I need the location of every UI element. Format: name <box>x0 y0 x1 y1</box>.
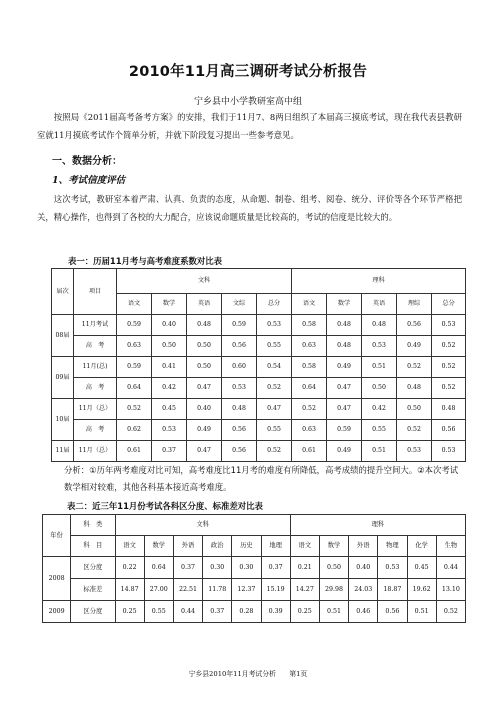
value-cell: 15.19 <box>261 579 290 601</box>
value-cell: 0.55 <box>144 601 173 623</box>
row-item: 区分度 <box>71 557 115 579</box>
header-subject: 文综 <box>222 294 257 315</box>
value-cell: 0.55 <box>362 420 397 441</box>
header-subject: 数学 <box>319 536 348 557</box>
value-cell: 19.62 <box>407 579 436 601</box>
value-cell: 0.25 <box>290 601 319 623</box>
discrimination-table <box>42 514 466 623</box>
header-subject: 总分 <box>257 294 292 315</box>
value-cell: 0.49 <box>397 336 432 357</box>
header-subject: 英语 <box>362 294 397 315</box>
row-item: 11月(总) <box>74 357 117 378</box>
header-subject: 物理 <box>378 536 407 557</box>
subsection-heading-reliability: 1、考试信度评估 <box>52 175 126 186</box>
value-cell: 0.53 <box>432 441 466 462</box>
value-cell: 0.53 <box>362 336 397 357</box>
header-wenke: 文科 <box>117 269 292 294</box>
value-cell: 0.56 <box>222 441 257 462</box>
header-subject: 外语 <box>173 536 202 557</box>
value-cell: 0.64 <box>117 378 152 399</box>
value-cell: 0.64 <box>292 378 327 399</box>
intro-paragraph: 按照局《2011届高考备考方案》的安排，我们于11月7、8两日组织了本届高三摸底考试，现在我代表县教研室就11月摸底考试作个简单分析，并就下阶段复习提出一些参考意见。 <box>37 112 462 140</box>
value-cell: 0.46 <box>349 601 378 623</box>
value-cell: 0.53 <box>397 441 432 462</box>
table-row <box>52 357 466 378</box>
value-cell: 0.50 <box>152 336 187 357</box>
value-cell: 0.53 <box>152 420 187 441</box>
value-cell: 0.30 <box>203 557 232 579</box>
session-label: 10届 <box>52 399 74 441</box>
value-cell: 0.50 <box>397 399 432 420</box>
header-subject: 生物 <box>436 536 465 557</box>
value-cell: 0.45 <box>407 557 436 579</box>
value-cell: 14.27 <box>290 579 319 601</box>
value-cell: 11.78 <box>203 579 232 601</box>
table-row <box>52 336 466 357</box>
row-item: 高 考 <box>74 378 117 399</box>
row-item: 11月（总） <box>74 441 117 462</box>
page-footer: 宁乡县2010年11月考试分析 第1页 <box>188 670 308 678</box>
value-cell: 0.64 <box>144 557 173 579</box>
session-label: 09届 <box>52 357 74 399</box>
difficulty-table <box>51 268 466 462</box>
value-cell: 0.40 <box>349 557 378 579</box>
value-cell: 14.87 <box>115 579 144 601</box>
value-cell: 0.58 <box>292 315 327 336</box>
table2-caption: 表二：近三年11月份考试各科区分度、标准差对比表 <box>67 501 263 511</box>
row-item: 区分度 <box>71 601 115 623</box>
value-cell: 18.87 <box>378 579 407 601</box>
value-cell: 0.61 <box>292 441 327 462</box>
value-cell: 0.56 <box>222 420 257 441</box>
value-cell: 0.51 <box>362 357 397 378</box>
value-cell: 0.52 <box>397 357 432 378</box>
value-cell: 0.21 <box>290 557 319 579</box>
value-cell: 0.41 <box>152 357 187 378</box>
value-cell: 0.40 <box>187 399 222 420</box>
header-subject: 数学 <box>152 294 187 315</box>
value-cell: 0.53 <box>222 378 257 399</box>
value-cell: 0.48 <box>327 315 362 336</box>
row-item: 高 考 <box>74 420 117 441</box>
value-cell: 0.47 <box>327 378 362 399</box>
value-cell: 0.56 <box>378 601 407 623</box>
value-cell: 0.52 <box>117 399 152 420</box>
value-cell: 0.52 <box>432 336 466 357</box>
value-cell: 0.55 <box>257 420 292 441</box>
value-cell: 0.56 <box>222 336 257 357</box>
header-subject: 语文 <box>115 536 144 557</box>
value-cell: 0.49 <box>327 441 362 462</box>
value-cell: 0.47 <box>257 399 292 420</box>
table-row <box>52 399 466 420</box>
value-cell: 0.37 <box>261 557 290 579</box>
value-cell: 0.59 <box>222 315 257 336</box>
value-cell: 0.37 <box>203 601 232 623</box>
header-category: 科 类 <box>71 515 115 536</box>
value-cell: 0.25 <box>115 601 144 623</box>
value-cell: 0.50 <box>187 357 222 378</box>
value-cell: 0.37 <box>152 441 187 462</box>
value-cell: 0.47 <box>327 399 362 420</box>
value-cell: 0.63 <box>292 420 327 441</box>
value-cell: 0.62 <box>117 420 152 441</box>
value-cell: 24.03 <box>349 579 378 601</box>
value-cell: 0.47 <box>187 441 222 462</box>
value-cell: 0.48 <box>432 399 466 420</box>
table-row <box>43 579 466 601</box>
header-subject: 总分 <box>432 294 466 315</box>
value-cell: 0.55 <box>257 336 292 357</box>
value-cell: 0.53 <box>257 315 292 336</box>
header-year: 年份 <box>43 515 71 557</box>
value-cell: 0.49 <box>187 420 222 441</box>
header-subject: 数学 <box>327 294 362 315</box>
value-cell: 27.00 <box>144 579 173 601</box>
header-subject: 数学 <box>144 536 173 557</box>
header-subject: 历史 <box>232 536 261 557</box>
value-cell: 0.56 <box>397 315 432 336</box>
year-label: 2008 <box>43 557 71 601</box>
value-cell: 0.48 <box>187 315 222 336</box>
value-cell: 0.45 <box>152 399 187 420</box>
header-subject: 英语 <box>187 294 222 315</box>
value-cell: 0.61 <box>117 441 152 462</box>
value-cell: 0.59 <box>117 315 152 336</box>
year-label: 2009 <box>43 601 71 623</box>
table-row <box>52 315 466 336</box>
section-heading-data-analysis: 一、数据分析： <box>52 156 122 167</box>
table-row <box>52 378 466 399</box>
value-cell: 0.47 <box>187 378 222 399</box>
header-like: 理科 <box>290 515 465 536</box>
table-row <box>52 420 466 441</box>
header-subject: 语文 <box>290 536 319 557</box>
value-cell: 0.42 <box>152 378 187 399</box>
reliability-paragraph: 这次考试，教研室本着严肃、认真、负责的态度，从命题、制卷、组考、阅卷、统分、评价等各个环节严格把关，精心操作，也得到了各校的大力配合，应该说命题质量是比较高的，考试的信度是比较大的。 <box>37 194 462 222</box>
value-cell: 0.28 <box>232 601 261 623</box>
value-cell: 0.50 <box>187 336 222 357</box>
header-subject: 理综 <box>397 294 432 315</box>
table-row <box>52 441 466 462</box>
value-cell: 0.44 <box>436 557 465 579</box>
value-cell: 0.42 <box>362 399 397 420</box>
value-cell: 0.52 <box>257 378 292 399</box>
value-cell: 22.51 <box>173 579 202 601</box>
header-item: 项目 <box>74 269 117 315</box>
table-row <box>43 557 466 579</box>
value-cell: 0.58 <box>292 357 327 378</box>
header-subject: 语文 <box>292 294 327 315</box>
value-cell: 0.52 <box>436 601 465 623</box>
row-item: 标准差 <box>71 579 115 601</box>
value-cell: 0.52 <box>397 420 432 441</box>
table1-caption: 表一：历届11月考与高考难度系数对比表 <box>68 256 223 266</box>
value-cell: 29.98 <box>319 579 348 601</box>
value-cell: 0.54 <box>257 357 292 378</box>
header-wenke: 文科 <box>115 515 290 536</box>
value-cell: 0.52 <box>257 441 292 462</box>
header-subject: 语文 <box>117 294 152 315</box>
header-subject: 地理 <box>261 536 290 557</box>
row-item: 高 考 <box>74 336 117 357</box>
value-cell: 0.39 <box>261 601 290 623</box>
value-cell: 0.48 <box>397 378 432 399</box>
value-cell: 0.48 <box>222 399 257 420</box>
header-subject: 政治 <box>203 536 232 557</box>
header-session: 届次 <box>52 269 74 315</box>
value-cell: 0.53 <box>432 315 466 336</box>
value-cell: 0.59 <box>327 420 362 441</box>
value-cell: 0.51 <box>362 441 397 462</box>
value-cell: 0.51 <box>407 601 436 623</box>
table-row <box>43 601 466 623</box>
row-item: 11月考试 <box>74 315 117 336</box>
header-like: 理科 <box>292 269 466 294</box>
value-cell: 0.50 <box>319 557 348 579</box>
value-cell: 0.63 <box>292 336 327 357</box>
value-cell: 0.63 <box>117 336 152 357</box>
header-subject-label: 科 目 <box>71 536 115 557</box>
value-cell: 12.37 <box>232 579 261 601</box>
header-subject: 外语 <box>349 536 378 557</box>
value-cell: 0.30 <box>232 557 261 579</box>
value-cell: 0.56 <box>432 420 466 441</box>
header-subject: 化学 <box>407 536 436 557</box>
value-cell: 0.52 <box>432 378 466 399</box>
value-cell: 0.48 <box>362 315 397 336</box>
value-cell: 0.52 <box>432 357 466 378</box>
value-cell: 0.44 <box>173 601 202 623</box>
value-cell: 0.49 <box>327 357 362 378</box>
value-cell: 0.22 <box>115 557 144 579</box>
value-cell: 0.50 <box>362 378 397 399</box>
analysis-paragraph: 分析：①历年两考难度对比可知，高考难度比11月考的难度有所降低，高考成绩的提升空间大。②本次考试数学相对较难，其他各科基本接近高考难度。 <box>64 465 459 492</box>
row-item: 11月（总） <box>74 399 117 420</box>
value-cell: 0.52 <box>292 399 327 420</box>
author-line: 宁乡县中小学教研室高中组 <box>193 97 302 107</box>
value-cell: 0.37 <box>173 557 202 579</box>
value-cell: 0.59 <box>117 357 152 378</box>
session-label: 11届 <box>52 441 74 462</box>
value-cell: 0.48 <box>327 336 362 357</box>
value-cell: 0.60 <box>222 357 257 378</box>
value-cell: 0.53 <box>378 557 407 579</box>
page-title: 2010年11月高三调研考试分析报告 <box>128 64 368 80</box>
session-label: 08届 <box>52 315 74 357</box>
value-cell: 0.40 <box>152 315 187 336</box>
value-cell: 13.10 <box>436 579 465 601</box>
value-cell: 0.51 <box>319 601 348 623</box>
